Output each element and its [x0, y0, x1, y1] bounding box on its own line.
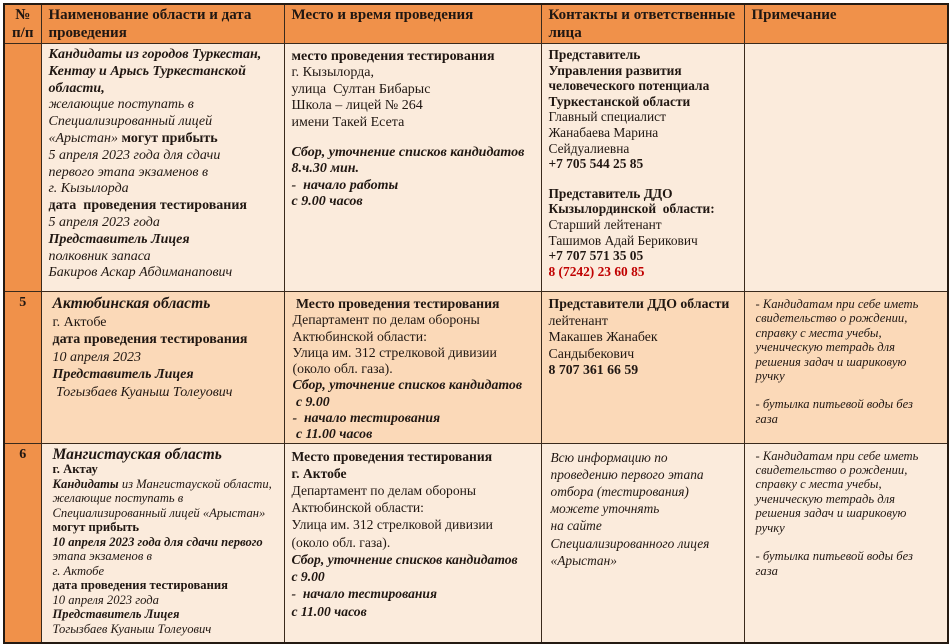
text-span: - начало работы — [291, 177, 399, 193]
text-line — [53, 535, 280, 550]
text-line — [549, 248, 740, 264]
text-line — [292, 516, 537, 533]
text-span: 8 707 361 66 59 — [548, 362, 639, 378]
contacts-cell — [541, 292, 744, 444]
text-line — [49, 131, 280, 148]
text-line — [49, 64, 280, 81]
text-span: с 9.00 — [292, 393, 330, 409]
text-line — [292, 568, 537, 585]
text-span: Представители ДДО области — [548, 296, 730, 311]
text-span: из Мангистауской области, — [121, 476, 272, 491]
text-span: с 9.00 часов — [291, 194, 363, 210]
text-span: имени Такей Есета — [291, 114, 405, 130]
text-span: на сайте — [550, 518, 602, 534]
text-line — [549, 141, 740, 157]
text-span: ученическую тетрадь для — [755, 491, 895, 506]
text-line — [549, 217, 740, 233]
text-line — [549, 186, 740, 202]
venue-time-cell — [284, 443, 541, 643]
text-line — [756, 492, 942, 506]
text-line — [551, 517, 740, 534]
text-line — [551, 552, 740, 569]
text-span: газа — [755, 563, 778, 578]
text-span: Бакиров Аскар Абдиманапович — [48, 265, 233, 281]
text-line — [549, 362, 740, 379]
region-date-cell — [41, 443, 284, 643]
text-line — [756, 477, 942, 491]
table-row — [4, 292, 948, 444]
text-line — [549, 346, 740, 363]
text-line — [53, 384, 280, 402]
text-span: 10 апреля 2023 — [52, 349, 141, 365]
blank-line — [756, 535, 942, 549]
table-row — [4, 443, 948, 643]
text-span: Специализированный лицей «Арыстан» — [52, 505, 266, 520]
text-line — [53, 564, 280, 579]
text-span: Место проведения тестирования — [291, 448, 493, 464]
header-cell-venue: Место и время проведения — [284, 4, 541, 44]
text-span: «Арыстан» — [48, 130, 122, 146]
text-line — [293, 426, 537, 442]
text-span: решения задач и шариковую — [755, 354, 907, 369]
text-line — [49, 81, 280, 98]
text-line — [53, 349, 280, 367]
text-span: 5 апреля 2023 года для сдачи — [48, 147, 221, 163]
text-line — [293, 296, 537, 312]
text-span: - начало тестирования — [291, 586, 437, 602]
text-line — [53, 331, 280, 349]
text-span: - бутылка питьевой воды без — [755, 549, 913, 564]
text-line — [292, 551, 537, 568]
text-line — [551, 449, 740, 466]
table-header — [4, 4, 948, 44]
text-span: Главный специалист — [548, 109, 666, 125]
text-line — [756, 463, 942, 477]
text-span: полковник запаса — [48, 248, 151, 264]
text-span: отбора (тестирования) — [550, 484, 689, 500]
text-span: Представитель — [548, 47, 641, 62]
text-span: ученическую тетрадь для — [755, 340, 895, 355]
header-cell-region: Наименование области и дата проведения — [41, 4, 284, 44]
text-span: Тогызбаев Куаныш Толеуович — [52, 384, 233, 400]
text-line — [293, 394, 537, 410]
text-span: Жанабаева Марина — [548, 124, 659, 140]
text-line — [549, 264, 740, 280]
text-line — [756, 564, 942, 578]
text-line — [551, 483, 740, 500]
text-line — [49, 265, 280, 282]
text-span: - начало тестирования — [292, 410, 441, 426]
text-span: 10 апреля 2023 года для сдачи первого — [52, 534, 263, 549]
text-line — [293, 361, 537, 377]
text-line — [293, 377, 537, 393]
text-span: Кентау и Арысь Туркестанской — [48, 63, 246, 79]
row-number-cell — [4, 44, 41, 292]
text-span: с 11.00 часов — [292, 426, 373, 442]
text-span: 8 (7242) 23 60 85 — [548, 263, 645, 279]
text-span: Департамент по делам обороны — [292, 312, 480, 328]
text-span: улица Султан Бибарыс — [291, 81, 431, 97]
text-span: Улица им. 312 стрелковой дивизии — [291, 517, 493, 533]
text-span: Тогызбаев Куаныш Толеуович — [52, 621, 212, 636]
text-span: - бутылка питьевой воды без — [755, 397, 913, 412]
text-span: проведению первого этапа — [550, 466, 704, 482]
text-line — [549, 94, 740, 110]
text-span: свидетельство о рождении, — [755, 311, 908, 326]
text-line — [53, 506, 280, 521]
text-span: Специализированный лицей — [48, 114, 213, 130]
text-span: 5 апреля 2023 года — [48, 214, 160, 230]
text-line — [292, 145, 537, 161]
text-span: Специализированного лицея — [550, 535, 710, 551]
text-span: дата проведения тестирования — [48, 198, 247, 214]
text-line — [551, 500, 740, 517]
text-line — [49, 215, 280, 232]
text-span: ручку — [755, 369, 785, 384]
text-span: г. Актобе — [291, 465, 347, 481]
text-span: Представитель Лицея — [52, 367, 194, 383]
text-span: «Арыстан» — [550, 552, 617, 568]
text-span: г. Кызылорда — [48, 181, 129, 197]
text-span: желающие поступать в — [52, 491, 184, 506]
region-date-cell — [41, 44, 284, 292]
text-span: лейтенант — [548, 312, 608, 328]
text-span: - Кандидатам при себе иметь — [755, 297, 919, 311]
text-span: Кызылординской области: — [548, 201, 715, 217]
text-line — [292, 115, 537, 131]
text-line — [53, 295, 280, 314]
text-line — [551, 535, 740, 552]
text-line — [756, 369, 942, 383]
text-span: - Кандидатам при себе иметь — [755, 448, 919, 463]
text-line — [551, 466, 740, 483]
text-line — [292, 98, 537, 114]
text-span: г. Актобе — [52, 314, 107, 330]
text-span: Представитель Лицея — [48, 231, 190, 247]
text-line — [549, 47, 740, 63]
text-span: Сейдуалиевна — [548, 140, 630, 156]
text-line — [49, 148, 280, 165]
text-span: Представитель Лицея — [52, 607, 180, 622]
text-line — [549, 109, 740, 125]
row-number-cell: 6 — [4, 443, 41, 643]
text-span: справку с места учебы, — [755, 477, 882, 492]
text-line — [53, 578, 280, 593]
text-line — [292, 448, 537, 465]
text-span: Сбор, уточнение списков кандидатов — [291, 551, 518, 567]
text-line — [53, 462, 280, 477]
notes-cell — [744, 443, 948, 643]
text-line — [292, 178, 537, 194]
text-line — [292, 161, 537, 177]
text-line — [756, 506, 942, 520]
text-span: г. Кызылорда, — [291, 65, 374, 81]
text-span: +7 705 544 25 85 — [548, 156, 644, 172]
text-span: могут прибыть — [121, 130, 218, 146]
text-span: ручку — [755, 520, 785, 535]
text-line — [292, 82, 537, 98]
text-line — [292, 465, 537, 482]
text-span: Актюбинской области: — [292, 328, 427, 344]
header-cell-notes: Примечание — [744, 4, 948, 44]
notes-cell — [744, 44, 948, 292]
region-date-cell — [41, 292, 284, 444]
text-span: г. Актау — [52, 462, 98, 477]
venue-time-cell — [284, 44, 541, 292]
text-line — [53, 477, 280, 492]
text-line — [756, 549, 942, 563]
text-line — [49, 114, 280, 131]
text-line — [549, 313, 740, 330]
text-line — [549, 63, 740, 79]
text-line — [756, 355, 942, 369]
text-line — [756, 297, 942, 311]
text-line — [293, 312, 537, 328]
text-span: Актюбинской области: — [291, 500, 424, 516]
text-span: с 11.00 часов — [291, 603, 367, 619]
text-span: 8.ч.30 мин. — [291, 161, 359, 177]
text-line — [49, 165, 280, 182]
text-line — [49, 249, 280, 266]
text-line — [53, 593, 280, 608]
blank-line — [292, 131, 537, 145]
text-line — [49, 181, 280, 198]
text-line — [293, 345, 537, 361]
text-line — [549, 78, 740, 94]
text-span: Актюбинская область — [52, 295, 211, 312]
document-page — [0, 3, 950, 636]
text-line — [292, 534, 537, 551]
text-span: 10 апреля 2023 года — [52, 592, 159, 607]
text-span: Туркестанской области — [548, 93, 691, 109]
blank-line — [756, 383, 942, 397]
text-line — [292, 482, 537, 499]
text-span: человеческого потенциала — [548, 78, 710, 94]
text-span: дата проведения тестирования — [52, 578, 228, 593]
text-line — [49, 97, 280, 114]
text-span: этапа экзаменов в — [52, 549, 152, 564]
text-line — [49, 198, 280, 215]
text-line — [293, 410, 537, 426]
table-body — [4, 44, 948, 644]
text-line — [549, 156, 740, 172]
text-line — [549, 329, 740, 346]
text-span: первого этапа экзаменов в — [48, 164, 209, 180]
text-line — [756, 449, 942, 463]
text-span: Сбор, уточнение списков кандидатов — [292, 377, 522, 393]
admission-schedule-table — [3, 3, 949, 644]
text-span: области, — [48, 80, 105, 96]
text-span: Мангистауская область — [52, 445, 222, 463]
header-row — [4, 4, 948, 44]
text-line — [53, 622, 280, 637]
text-line — [756, 311, 942, 325]
table-row — [4, 44, 948, 292]
text-span: Всю информацию по — [550, 449, 668, 465]
contacts-cell — [541, 443, 744, 643]
header-cell-number: № п/п — [4, 4, 41, 44]
text-span: могут прибыть — [52, 520, 140, 535]
text-line — [549, 233, 740, 249]
text-line — [292, 585, 537, 602]
text-line — [49, 232, 280, 249]
text-span: Сбор, уточнение списков кандидатов — [291, 145, 525, 161]
notes-cell — [744, 292, 948, 444]
text-span: газа — [755, 411, 778, 426]
venue-time-cell — [284, 292, 541, 444]
text-line — [292, 499, 537, 516]
text-span: Старший лейтенант — [548, 216, 662, 232]
text-line — [292, 49, 537, 65]
text-span: желающие поступать в — [48, 97, 194, 113]
text-span: можете уточнять — [550, 501, 660, 517]
text-line — [53, 549, 280, 564]
contacts-cell — [541, 44, 744, 292]
text-span: (около обл. газа). — [291, 534, 391, 550]
text-line — [53, 366, 280, 384]
text-span: Сандыбекович — [548, 345, 635, 361]
text-line — [293, 329, 537, 345]
text-span: Представитель ДДО — [548, 185, 673, 201]
row-number-cell: 5 — [4, 292, 41, 444]
text-line — [53, 314, 280, 332]
text-line — [53, 607, 280, 622]
text-line — [52, 445, 280, 463]
text-span: свидетельство о рождении, — [755, 463, 908, 478]
text-line — [756, 340, 942, 354]
text-line — [49, 47, 280, 64]
text-span: +7 707 571 35 05 — [548, 248, 644, 264]
text-span: с 9.00 — [291, 569, 325, 585]
text-span: Школа – лицей № 264 — [291, 98, 423, 114]
text-line — [53, 520, 280, 535]
header-cell-contacts: Контакты и ответственные лица — [541, 4, 744, 44]
text-span: справку с места учебы, — [755, 325, 882, 340]
text-span: г. Актобе — [52, 563, 105, 578]
text-line — [756, 521, 942, 535]
text-line — [292, 603, 537, 620]
text-line — [292, 65, 537, 81]
text-line — [549, 125, 740, 141]
text-line — [549, 201, 740, 217]
blank-line — [549, 172, 740, 186]
text-line — [756, 397, 942, 411]
text-line — [756, 326, 942, 340]
text-line — [756, 412, 942, 426]
text-span: Департамент по делам обороны — [291, 483, 477, 499]
text-span: Улица им. 312 стрелковой дивизии — [292, 344, 497, 360]
text-span: Ташимов Адай Берикович — [548, 232, 698, 248]
text-span: Место проведения тестирования — [292, 296, 500, 311]
text-span: решения задач и шариковую — [755, 506, 907, 521]
text-span: дата проведения тестирования — [52, 332, 248, 348]
text-span: Макашев Жанабек — [548, 329, 658, 345]
text-line — [292, 194, 537, 210]
text-line — [549, 296, 740, 313]
text-line — [53, 491, 280, 506]
text-span: Кандидаты из городов Туркестан, — [48, 47, 262, 62]
text-span: Управления развития — [548, 62, 682, 78]
text-span: (около обл. газа). — [292, 361, 393, 377]
text-span: место проведения тестирования — [291, 49, 495, 64]
text-span: Кандидаты — [52, 476, 122, 491]
